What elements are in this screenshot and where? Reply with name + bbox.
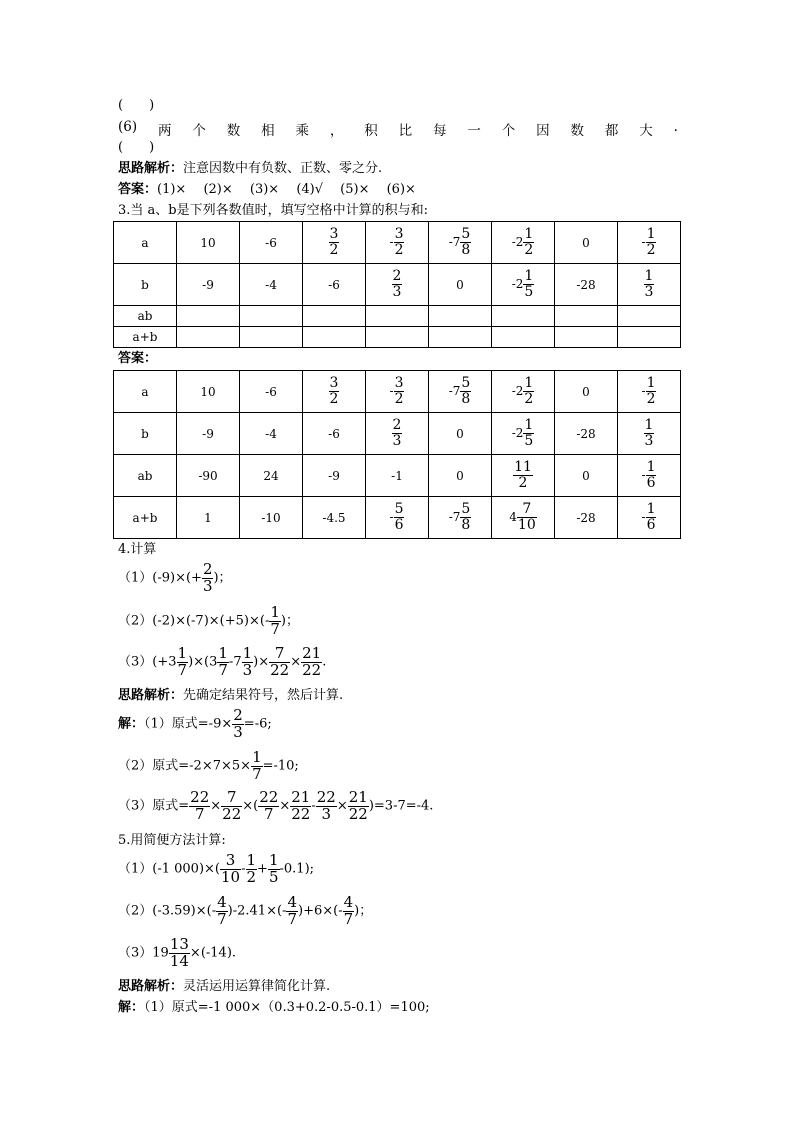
cell-fraction: $\frac{3}{2}$	[394, 226, 404, 258]
table-cell	[618, 327, 681, 348]
table-cell	[240, 327, 303, 348]
question-table	[113, 221, 681, 348]
table-cell	[492, 327, 555, 348]
q5-solution-1: 解：（1）原式=-1 000×（0.3+0.2-0.5-0.1）=100;	[118, 1000, 430, 1015]
question-word: 乘	[295, 123, 309, 139]
q4-part-1: （1）(-9)×(+ $\frac{2}{3}$ )；	[118, 560, 232, 595]
table-cell: 0	[429, 413, 492, 455]
question-word: 大	[639, 123, 653, 139]
cell-fraction: $\frac{2}{3}$	[392, 268, 402, 300]
question-5-title: 5.用简便方法计算:	[118, 833, 226, 848]
question-word: (6)	[118, 119, 138, 135]
cell-prefix: -	[641, 510, 646, 525]
cell-fraction: $\frac{11}{2}$	[514, 459, 532, 491]
table-cell	[240, 306, 303, 327]
table-cell: 0	[429, 264, 492, 306]
table-cell	[618, 455, 681, 497]
table-cell: 0	[555, 455, 618, 497]
row-label: ab	[114, 306, 177, 327]
question-word: 因	[536, 123, 550, 139]
table-cell	[303, 222, 366, 264]
answer-paren: ( )	[118, 140, 155, 155]
cell-fraction: $\frac{3}{2}$	[329, 375, 339, 407]
table-cell	[429, 371, 492, 413]
cell-fraction: $\frac{1}{3}$	[644, 268, 654, 300]
q5-part-3: （3）19 $\frac{13}{14}$ ×(-14).	[118, 935, 237, 970]
hint-label: 思路解析：	[118, 161, 184, 176]
table-cell: 24	[240, 455, 303, 497]
table-cell	[366, 306, 429, 327]
table-cell	[618, 306, 681, 327]
question-word: 比	[398, 123, 413, 139]
table-row	[114, 455, 681, 497]
table-cell	[618, 222, 681, 264]
table-row	[114, 413, 681, 455]
table-cell: -6	[303, 264, 366, 306]
question-word: 数	[570, 123, 584, 139]
q4-solution-2: （2）原式=-2×7×5× $\frac{1}{7}$ =-10;	[118, 748, 299, 783]
question-3-title: 3.当 a、b是下列各数值时，填写空格中计算的积与和:	[118, 203, 428, 218]
table-cell	[492, 455, 555, 497]
answer-label: 答案：	[118, 182, 158, 197]
table-cell: -9	[303, 455, 366, 497]
cell-fraction: $\frac{5}{8}$	[461, 375, 471, 407]
cell-fraction: $\frac{5}{8}$	[461, 226, 471, 258]
question-word: 积	[364, 123, 378, 139]
cell-fraction: $\frac{1}{6}$	[646, 501, 656, 533]
table-row	[114, 497, 681, 539]
q4-part-3: （3）(+3 $\frac{1}{7}$ )×(3 $\frac{1}{7}$ -7 $\frac{1}{3}$ )× $\frac{7}{22}$ × $\frac{21}{22}$ .	[118, 644, 327, 679]
table-cell	[618, 413, 681, 455]
row-label: ab	[114, 455, 177, 497]
question-word: 个	[501, 123, 516, 139]
table-cell	[429, 306, 492, 327]
table-cell	[366, 497, 429, 539]
table-cell	[303, 327, 366, 348]
cell-prefix: -2	[511, 384, 524, 399]
table-cell	[555, 306, 618, 327]
table-cell: 10	[177, 222, 240, 264]
table-cell: -10	[240, 497, 303, 539]
table-cell: 10	[177, 371, 240, 413]
row-label: a+b	[114, 497, 177, 539]
table-cell	[492, 306, 555, 327]
table-row	[114, 222, 681, 264]
cell-prefix: -	[389, 384, 394, 399]
cell-fraction: $\frac{2}{3}$	[392, 417, 402, 449]
question-6	[118, 119, 678, 139]
row-label: a	[114, 371, 177, 413]
q5-part-2: （2）(-3.59)×(- $\frac{4}{7}$ )-2.41×(- $\frac{4}{7}$ )+6×(- $\frac{4}{7}$ )；	[118, 893, 373, 928]
question-word: ，	[329, 123, 344, 139]
cell-prefix: -7	[448, 510, 461, 525]
table-cell	[618, 497, 681, 539]
answer-line	[118, 182, 416, 198]
table-cell	[429, 222, 492, 264]
table-cell: 0	[555, 222, 618, 264]
question-word: 相	[261, 123, 275, 139]
cell-fraction: $\frac{1}{5}$	[524, 268, 534, 300]
cell-fraction: $\frac{3}{2}$	[329, 226, 339, 258]
table-cell	[177, 306, 240, 327]
answer-text: (1)× (2)× (3)× (4)√ (5)× (6)×	[157, 182, 416, 197]
question-word: 个	[192, 123, 206, 139]
question-word: 一	[467, 123, 481, 139]
table-cell: -9	[177, 264, 240, 306]
cell-prefix: -2	[511, 277, 524, 292]
hint-line	[118, 161, 382, 177]
table-cell	[555, 327, 618, 348]
cell-prefix: -2	[511, 235, 524, 250]
cell-prefix: -	[641, 468, 646, 483]
q5-part-1: （1）(-1 000)×( $\frac{3}{10}$ - $\frac{1}{2}$ + $\frac{1}{5}$ -0.1);	[118, 851, 315, 886]
table-cell	[366, 264, 429, 306]
table-cell: -6	[303, 413, 366, 455]
cell-fraction: $\frac{7}{10}$	[517, 501, 536, 533]
question-word: 两	[158, 123, 172, 139]
table-cell	[366, 222, 429, 264]
table-cell	[492, 222, 555, 264]
question-word: 都	[604, 123, 619, 139]
q4-solution-1: 解：（1）原式=-9× $\frac{2}{3}$ =-6;	[118, 706, 272, 741]
cell-prefix: -2	[511, 426, 524, 441]
table-cell	[303, 371, 366, 413]
table-cell	[618, 371, 681, 413]
table-cell	[366, 413, 429, 455]
q4-part-2: （2）(-2)×(-7)×(+5)×(- $\frac{1}{7}$ )；	[118, 603, 299, 638]
table-cell	[492, 413, 555, 455]
table-cell: 0	[555, 371, 618, 413]
table-cell: -1	[366, 455, 429, 497]
cell-fraction: $\frac{1}{2}$	[646, 226, 656, 258]
table-cell	[492, 497, 555, 539]
cell-prefix: -	[389, 235, 394, 250]
table-cell	[492, 371, 555, 413]
answer-label: 答案：	[118, 351, 158, 366]
question-word: .	[673, 119, 678, 135]
cell-fraction: $\frac{1}{2}$	[646, 375, 656, 407]
cell-prefix: -	[641, 384, 646, 399]
table-cell	[177, 327, 240, 348]
table-cell: 1	[177, 497, 240, 539]
hint-text: 注意因数中有负数、正数、零之分.	[183, 161, 383, 176]
table-cell: -28	[555, 413, 618, 455]
question-4-title: 4.计算	[118, 542, 157, 557]
table-cell: 0	[429, 455, 492, 497]
answer-paren: ( )	[118, 98, 155, 113]
table-cell: -6	[240, 371, 303, 413]
cell-prefix: -	[641, 235, 646, 250]
cell-fraction: $\frac{5}{8}$	[461, 501, 471, 533]
table-row	[114, 371, 681, 413]
cell-fraction: $\frac{1}{3}$	[644, 417, 654, 449]
cell-fraction: $\frac{5}{6}$	[394, 501, 404, 533]
cell-prefix: 4	[509, 510, 517, 525]
row-label: b	[114, 413, 177, 455]
table-cell: -28	[555, 497, 618, 539]
cell-fraction: $\frac{3}{2}$	[394, 375, 404, 407]
cell-fraction: $\frac{1}{2}$	[524, 226, 534, 258]
table-cell: -4	[240, 413, 303, 455]
row-label: a+b	[114, 327, 177, 348]
row-label: b	[114, 264, 177, 306]
hint-line: 思路解析：灵活运用运算律简化计算.	[118, 979, 331, 994]
table-row	[114, 327, 681, 348]
question-word: 每	[433, 123, 447, 139]
table-cell: -6	[240, 222, 303, 264]
question-word: 数	[226, 123, 241, 139]
table-cell: -9	[177, 413, 240, 455]
cell-fraction: $\frac{1}{6}$	[646, 459, 656, 491]
cell-prefix: -	[389, 510, 394, 525]
table-cell: -90	[177, 455, 240, 497]
table-cell: -28	[555, 264, 618, 306]
q4-solution-3: （3）原式= $\frac{22}{7}$ × $\frac{7}{22}$ ×( $\frac{22}{7}$ × $\frac{21}{22}$ - $\frac{22}{3}$ × $\frac{21}{22}$ )=3-7=-4.	[118, 788, 434, 823]
answer-table	[113, 370, 681, 539]
table-row	[114, 306, 681, 327]
table-cell	[366, 371, 429, 413]
cell-prefix: -7	[448, 235, 461, 250]
table-cell	[492, 264, 555, 306]
hint-line: 思路解析：先确定结果符号，然后计算.	[118, 688, 344, 703]
row-label: a	[114, 222, 177, 264]
cell-fraction: $\frac{1}{2}$	[524, 375, 534, 407]
table-row	[114, 264, 681, 306]
cell-prefix: -7	[448, 384, 461, 399]
table-cell	[618, 264, 681, 306]
table-cell	[303, 306, 366, 327]
table-cell	[429, 327, 492, 348]
cell-fraction: $\frac{1}{5}$	[524, 417, 534, 449]
table-cell: -4.5	[303, 497, 366, 539]
table-cell	[366, 327, 429, 348]
table-cell: -4	[240, 264, 303, 306]
table-cell	[429, 497, 492, 539]
